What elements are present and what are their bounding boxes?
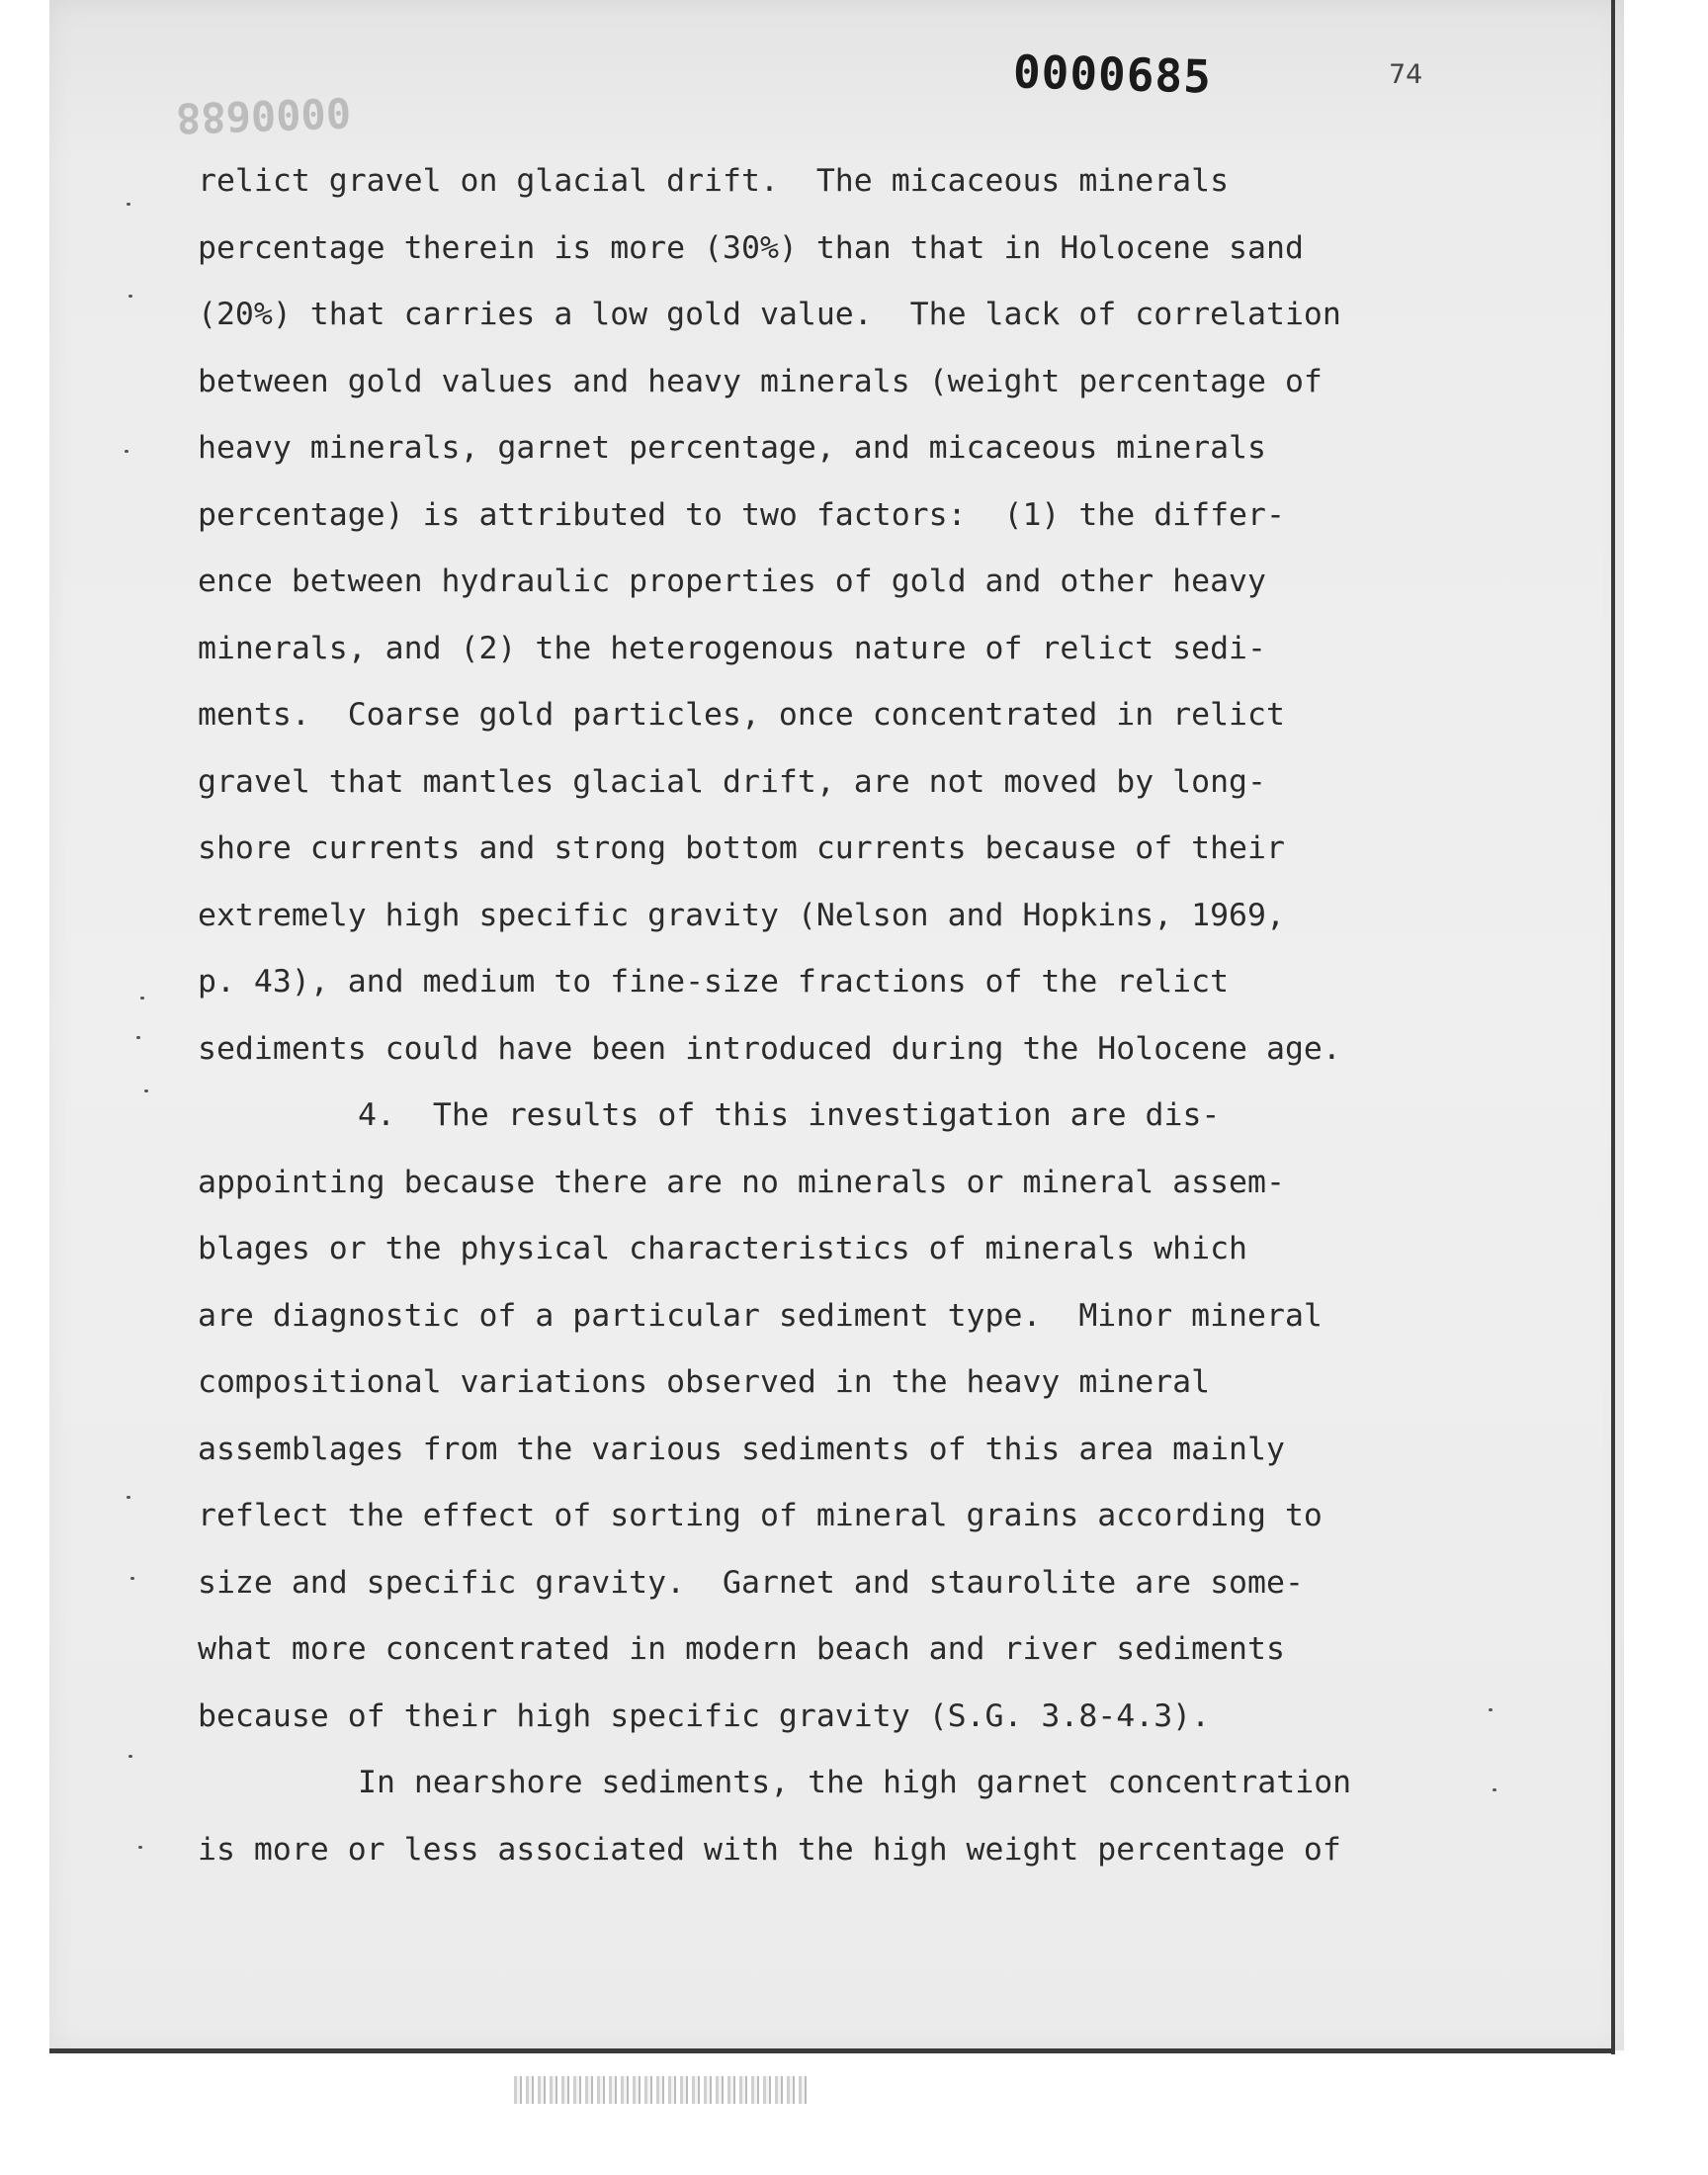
scan-speck [144, 1089, 148, 1092]
text-line: percentage therein is more (30%) than that in Holocene sand [198, 229, 1304, 266]
scan-speck [138, 1846, 142, 1849]
text-line: percentage) is attributed to two factors: (1) the differ- [198, 496, 1285, 533]
text-line: shore currents and strong bottom currents because of their [198, 830, 1285, 866]
scan-speck [130, 1577, 134, 1580]
paragraph-start-line: In nearshore sediments, the high garnet concentration [358, 1765, 1352, 1800]
text-line: heavy minerals, garnet percentage, and micaceous minerals [198, 430, 1266, 466]
text-line: appointing because there are no minerals or mineral assem- [198, 1164, 1285, 1200]
page-number: 74 [1389, 59, 1423, 90]
scan-speck [128, 295, 132, 298]
document-stamp-number: 0000685 [1012, 44, 1213, 104]
text-line: between gold values and heavy minerals (weight percentage of [198, 363, 1323, 399]
scan-speck [128, 1755, 132, 1758]
text-line: size and specific gravity. Garnet and staurolite are some- [198, 1564, 1304, 1601]
scan-speck [125, 450, 128, 453]
text-line: is more or less associated with the high weight percentage of [198, 1831, 1341, 1868]
faint-bleedthrough-stamp: 0000688 [175, 87, 352, 143]
text-line: are diagnostic of a particular sediment type. Minor mineral [198, 1297, 1323, 1334]
text-line: ments. Coarse gold particles, once concentrated in relict [198, 697, 1285, 733]
text-line: extremely high specific gravity (Nelson and Hopkins, 1969, [198, 897, 1285, 933]
text-line: reflect the effect of sorting of mineral grains according to [198, 1498, 1323, 1533]
body-text [198, 148, 1502, 1883]
scan-speck [136, 1036, 140, 1039]
scan-speck [127, 203, 130, 206]
text-line: sediments could have been introduced during the Holocene age. [198, 1030, 1341, 1067]
scan-speck [140, 997, 144, 1000]
text-line: compositional variations observed in the heavy mineral [198, 1364, 1211, 1400]
text-line: gravel that mantles glacial drift, are not moved by long- [198, 763, 1266, 800]
page-bottom-edge [49, 2048, 1615, 2053]
page-right-edge [1611, 0, 1615, 2054]
scan-speck [127, 1496, 130, 1499]
paragraph-start-line: 4. The results of this investigation are dis- [358, 1097, 1221, 1133]
scan-artifact-strip [514, 2076, 811, 2104]
text-line: relict gravel on glacial drift. The micaceous minerals [198, 163, 1230, 199]
text-line: what more concentrated in modern beach and river sediments [198, 1631, 1285, 1667]
text-line: ence between hydraulic properties of gold and other heavy [198, 564, 1266, 599]
text-line: minerals, and (2) the heterogenous nature of relict sedi- [198, 630, 1266, 666]
scan-speck [1489, 1708, 1493, 1711]
text-line: p. 43), and medium to fine-size fractions of the relict [198, 964, 1230, 1000]
text-line: because of their high specific gravity (S.G. 3.8-4.3). [198, 1697, 1211, 1734]
text-line: (20%) that carries a low gold value. The lack of correlation [198, 297, 1341, 332]
scan-speck [1493, 1788, 1496, 1791]
text-line: assemblages from the various sediments of this area mainly [198, 1431, 1285, 1467]
text-line: blages or the physical characteristics of minerals which [198, 1231, 1248, 1266]
